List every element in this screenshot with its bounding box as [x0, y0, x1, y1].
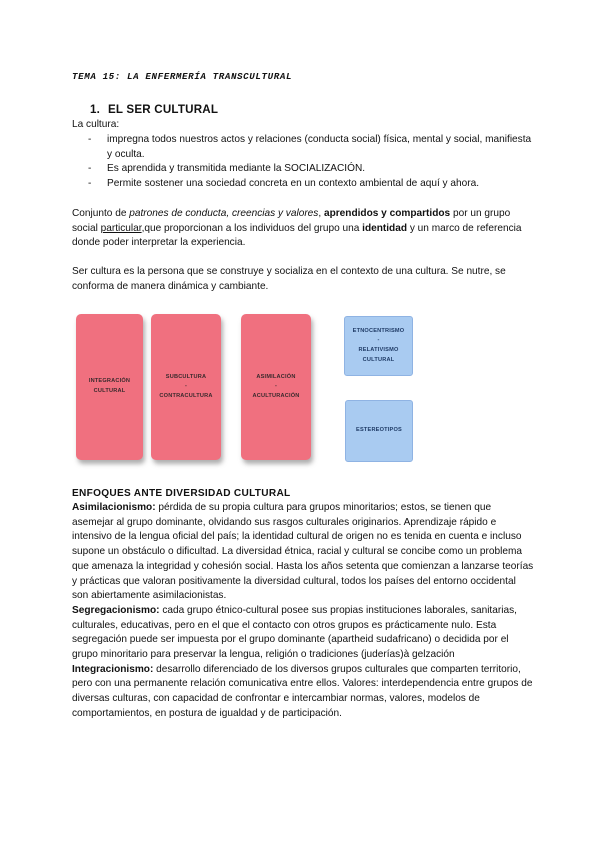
box-separator: -: [184, 383, 188, 390]
list-item: - Permite sostener una sociedad concreta en un contexto ambiental de aquí y ahora.: [88, 177, 480, 189]
section-2-heading: ENFOQUES ANTE DIVERSIDAD CULTURAL: [72, 488, 291, 499]
term-label: Integracionismo:: [72, 663, 154, 675]
definition-bold: identidad: [362, 222, 408, 234]
box-estereotipos: [345, 400, 413, 462]
bullet-text: Es aprendida y transmitida mediante la SOCIALIZACIÓN.: [107, 163, 366, 175]
intro-label: La cultura:: [72, 119, 120, 130]
definition-bold: aprendidos y compartidos: [323, 208, 451, 219]
box-subcultura-contracultura: [151, 314, 221, 460]
section-1-heading: [90, 103, 218, 116]
box-label: CULTURAL: [362, 356, 395, 363]
definition-text: por un grupo social: [72, 208, 511, 234]
box-label: SUBCULTURA: [165, 373, 207, 380]
integracionismo-paragraph: [72, 663, 534, 722]
box-label: ETNOCENTRISMO: [352, 327, 405, 334]
page-title: TEMA 15: LA ENFERMERÍA TRANSCULTURAL: [72, 71, 293, 82]
box-integracion-cultural: [76, 314, 143, 460]
list-item: - impregna todos nuestros actos y relaciones (conducta social) física, mental y social, manifiesta y oculta.: [88, 134, 532, 160]
box-label: ESTEREOTIPOS: [356, 427, 402, 434]
definition-text: Conjunto de: [72, 208, 130, 219]
definition-text: y un marco de referencia donde poder interpretar la experiencia.: [72, 222, 522, 249]
definition-underline: particular: [100, 222, 142, 234]
ser-cultura-paragraph: Ser cultura es la persona que se construye y socializa en el contexto de una cultura. Se nutre, se conforma de manera dinámica y cambiante.: [72, 266, 506, 292]
culture-definition: [72, 207, 532, 251]
enfoques-body: [72, 501, 534, 722]
term-description: cada grupo étnico-cultural posee sus propias instituciones laborales, sanitarias, culturales, educativas, pero en el que el contacto con otros grupos es prácticamente nulo. Esta segregación puede ser impuesta por el grupo dominante (apartheid sudafricano) o decidida por el grupo minoritario para preservar la lengua, religión o tradiciones (juderías)à gelzación: [72, 604, 517, 661]
box-separator: -: [274, 383, 278, 390]
term-description: pérdida de su propia cultura para grupos minoritarios; estos, se tienen que asemejar al grupo dominante, olvidando sus rasgos culturales originarios. Aprendizaje rápido e intensivo de la lengua oficial del país; la identidad cultural de origen no es tenida en cuenta e incluso supone un obstáculo o dificultad. La diversidad étnica, racial y cultural se concibe como un problema que amenaza la integridad y cohesión social. Hasta los años setenta que comienzan a lanzarse teorías y prácticas que valoran positivamente la diversidad cultural, todos los países del entorno occidental son abiertamente asimilacionistas.: [72, 502, 534, 602]
box-label: CONTRACULTURA: [159, 392, 213, 399]
box-asimilacion-aculturacion: [241, 314, 311, 460]
asimilacionismo-paragraph: [72, 501, 534, 604]
section-1-title: EL SER CULTURAL: [108, 103, 219, 116]
section-1-number: 1.: [90, 103, 101, 116]
definition-italic: patrones de conducta, creencias y valores: [129, 208, 319, 219]
box-label: RELATIVISMO: [358, 347, 399, 353]
segregacionismo-paragraph: [72, 604, 534, 663]
term-label: Asimilacionismo:: [72, 502, 156, 513]
box-label: CULTURAL: [93, 388, 126, 394]
bullet-text: Permite sostener una sociedad concreta en un contexto ambiental de aquí y ahora.: [107, 177, 480, 189]
box-label: ASIMILACIÓN: [256, 373, 296, 380]
culture-bullet-list: [88, 133, 533, 191]
box-label: INTEGRACIÓN: [88, 378, 131, 385]
bullet-text: impregna todos nuestros actos y relaciones (conducta social) física, mental y social, manifiesta y oculta.: [107, 134, 532, 160]
box-etnocentrismo-relativismo: [344, 316, 413, 376]
definition-text: ,: [318, 208, 324, 219]
box-label: ACULTURACIÓN: [252, 392, 300, 399]
term-description: desarrollo diferenciado de los diversos grupos culturales que comparten territorio, pero con una permanente relación comunicativa entre ellos. Valores: interdependencia entre grupos de diversas culturas, con capacidad de confrontar e intercambiar normas, valores, modelos de comportamientos, en postura de igualdad y de participación.: [72, 663, 533, 719]
box-separator: -: [377, 337, 380, 344]
list-item: - Es aprendida y transmitida mediante la SOCIALIZACIÓN.: [88, 163, 366, 175]
term-label: Segregacionismo:: [72, 604, 160, 616]
definition-text: ,que proporcionan a los individuos del grupo una: [141, 222, 363, 234]
